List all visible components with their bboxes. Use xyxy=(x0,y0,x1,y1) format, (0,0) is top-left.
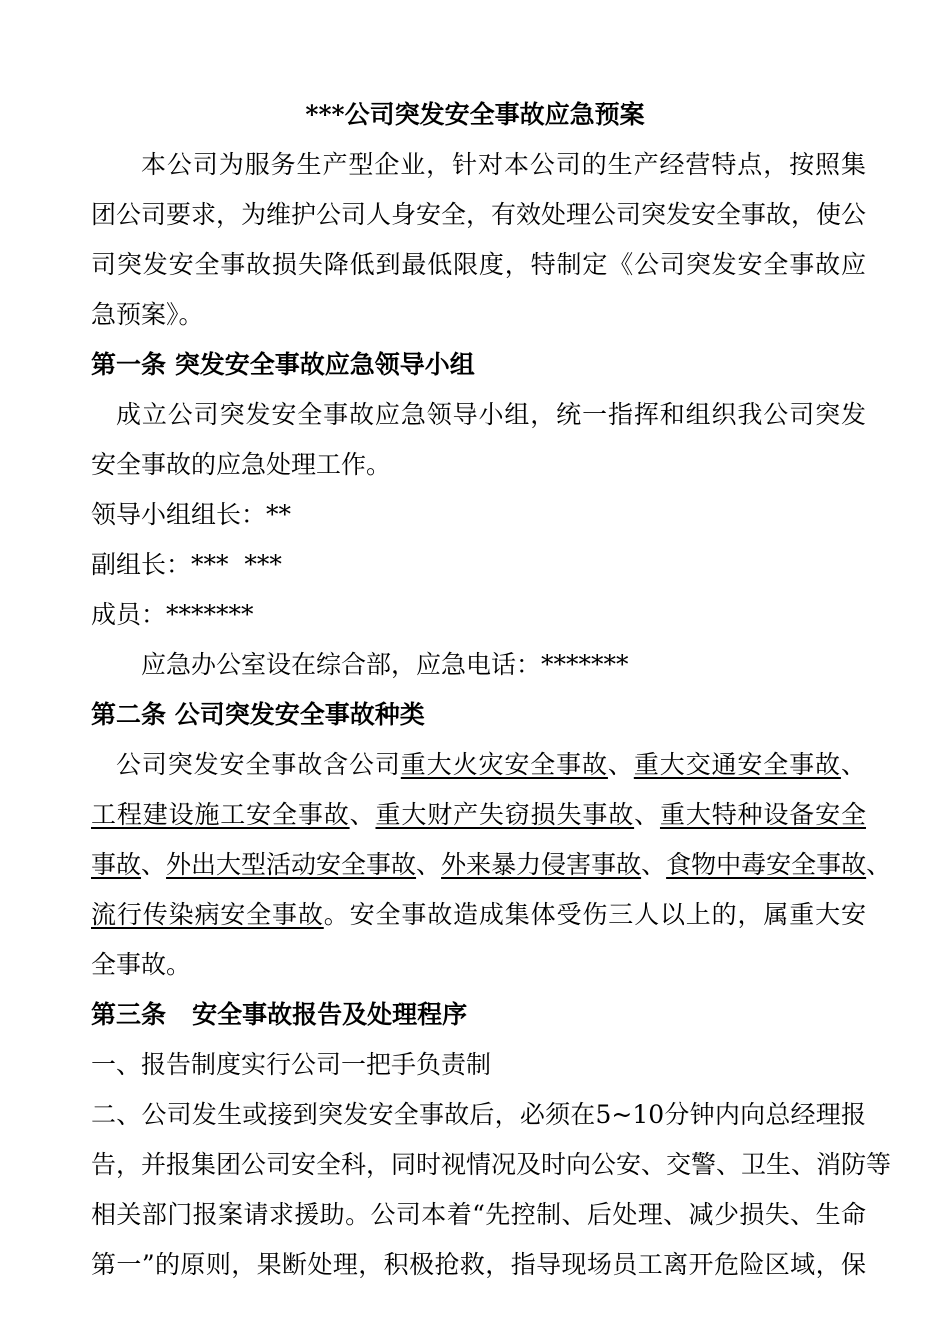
article2-heading: 第二条 公司突发安全事故种类 xyxy=(91,700,425,729)
separator: 、 xyxy=(634,800,660,829)
article2-line xyxy=(91,900,866,930)
separator: 、 xyxy=(866,850,892,879)
intro-line: 团公司要求，为维护公司人身安全，有效处理公司突发安全事故，使公 xyxy=(91,200,867,229)
article2-tail-text: 。安全事故造成集体受伤三人以上的，属重大安 xyxy=(323,900,866,929)
accident-type: 食物中毒安全事故 xyxy=(666,850,867,879)
article2-line: 全事故。 xyxy=(91,950,192,979)
article3-item2-line: 二、公司发生或接到突发安全事故后，必须在5~10分钟内向总经理报 xyxy=(91,1100,866,1129)
article3-item2-line: 第一”的原则，果断处理，积极抢救，指导现场员工离开危险区域，保 xyxy=(91,1250,866,1279)
accident-type: 外来暴力侵害事故 xyxy=(441,850,642,879)
intro-line: 司突发安全事故损失降低到最低限度，特制定《公司突发安全事故应 xyxy=(91,250,866,279)
article3-item1: 一、报告制度实行公司一把手负责制 xyxy=(91,1050,492,1079)
intro-line: 本公司为服务生产型企业，针对本公司的生产经营特点，按照集 xyxy=(141,150,866,179)
separator: 、 xyxy=(840,750,866,779)
article3-item2-line: 相关部门报案请求援助。公司本着“先控制、后处理、减少损失、生命 xyxy=(91,1200,866,1229)
article1-paragraph-line: 安全事故的应急处理工作。 xyxy=(91,450,392,479)
accident-type: 流行传染病安全事故 xyxy=(91,900,324,929)
office-line: 应急办公室设在综合部，应急电话：******* xyxy=(141,650,629,679)
separator: 、 xyxy=(349,800,376,829)
article3-item2-line: 告，并报集团公司安全科，同时视情况及时向公安、交警、卫生、消防等 xyxy=(91,1150,892,1179)
article2-line xyxy=(91,850,892,880)
accident-type: 外出大型活动安全事故 xyxy=(166,850,417,879)
article2-line xyxy=(91,750,866,780)
article1-heading: 第一条 突发安全事故应急领导小组 xyxy=(91,350,475,379)
accident-type: 重大特种设备安全 xyxy=(659,800,866,829)
leader-line: 领导小组组长：** xyxy=(91,500,292,529)
article1-paragraph-line: 成立公司突发安全事故应急领导小组，统一指挥和组织我公司突发 xyxy=(116,400,866,429)
document-title: ***公司突发安全事故应急预案 xyxy=(305,100,645,129)
intro-line: 急预案》。 xyxy=(91,300,204,329)
members-line: 成员：******* xyxy=(91,600,254,629)
accident-type: 事故 xyxy=(91,850,142,879)
separator: 、 xyxy=(607,750,634,779)
accident-type: 工程建设施工安全事故 xyxy=(91,800,350,829)
article2-intro-text: 公司突发安全事故含公司 xyxy=(116,750,401,779)
article2-line xyxy=(91,800,866,830)
accident-type: 重大交通安全事故 xyxy=(633,750,841,779)
separator: 、 xyxy=(641,850,667,879)
accident-type: 重大火灾安全事故 xyxy=(400,750,608,779)
accident-type: 重大财产失窃损失事故 xyxy=(375,800,635,829)
deputy-line: 副组长：*** *** xyxy=(91,550,282,579)
separator: 、 xyxy=(141,850,167,879)
article3-heading: 第三条 安全事故报告及处理程序 xyxy=(91,1000,468,1029)
separator: 、 xyxy=(416,850,442,879)
